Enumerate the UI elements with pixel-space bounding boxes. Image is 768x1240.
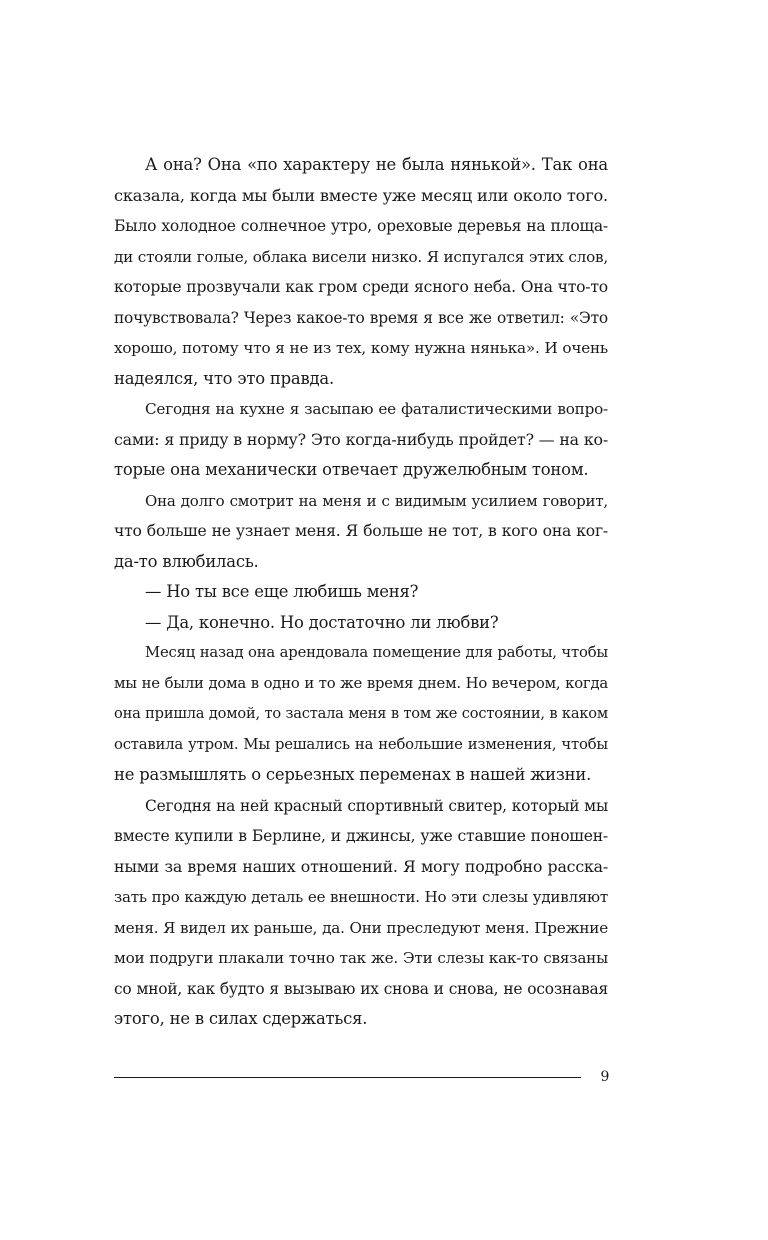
page-number: 9	[600, 1069, 610, 1085]
text-line: оставила утром. Мы решались на небольшие изменения, чтобы	[114, 735, 608, 753]
text-line: Месяц назад она арендовала помещение для работы, чтобы	[145, 644, 608, 661]
text-line: мы не были дома в одно и то же время днем. Но вечером, когда	[114, 674, 608, 692]
footer-rule	[114, 1077, 581, 1078]
text-line: почувствовала? Через какое-то время я все же ответил: «Это	[114, 308, 608, 327]
body-text	[114, 150, 608, 1035]
text-line: не размышлять о серьезных переменах в нашей жизни.	[114, 765, 592, 784]
text-line: надеялся, что это правда.	[114, 368, 334, 388]
text-line: Было холодное солнечное утро, ореховые деревья на площа-	[114, 217, 608, 235]
text-line: торые она механически отвечает дружелюбным тоном.	[114, 460, 589, 479]
text-line: что больше не узнает меня. Я больше не тот, в кого она ког-	[114, 522, 608, 540]
text-line: которые прозвучали как гром среди ясного неба. Она что-то	[114, 278, 608, 296]
text-line: Она долго смотрит на меня и с видимым усилием говорит,	[145, 491, 608, 510]
text-line: ди стояли голые, облака висели низко. Я испугался этих слов,	[114, 247, 608, 266]
text-line: этого, не в силах сдержаться.	[114, 1009, 368, 1028]
text-line: Сегодня на кухне я засыпаю ее фаталистическими вопро-	[145, 400, 608, 418]
text-line: со мной, как будто я вызываю их снова и снова, не осознавая	[114, 979, 608, 998]
text-line: хорошо, потому что я не из тех, кому нужна нянька». И очень	[114, 339, 608, 357]
text-line: да-то влюбилась.	[114, 551, 259, 571]
dialog-line: — Да, конечно. Но достаточно ли любви?	[145, 612, 499, 632]
text-line: мои подруги плакали точно так же. Эти слезы как-то связаны	[114, 949, 608, 967]
dialog-line: — Но ты все еще любишь меня?	[145, 582, 419, 601]
text-line: меня. Я видел их раньше, да. Они преследуют меня. Прежние	[114, 918, 608, 937]
text-line: вместе купили в Берлине, и джинсы, уже ставшие поношен-	[114, 827, 608, 845]
text-line: она пришла домой, то застала меня в том же состоянии, в каком	[114, 705, 608, 722]
text-line: сами: я приду в норму? Это когда-нибудь пройдет? — на ко-	[114, 429, 608, 449]
text-line: зать про каждую деталь ее внешности. Но эти слезы удивляют	[114, 888, 608, 906]
text-line: ными за время наших отношений. Я могу подробно расска-	[114, 856, 608, 876]
text-line: сказала, когда мы были вместе уже месяц или около того.	[114, 185, 608, 205]
text-line: А она? Она «по характеру не была нянькой». Так она	[145, 155, 608, 174]
text-line: Сегодня на ней красный спортивный свитер, который мы	[145, 796, 608, 815]
